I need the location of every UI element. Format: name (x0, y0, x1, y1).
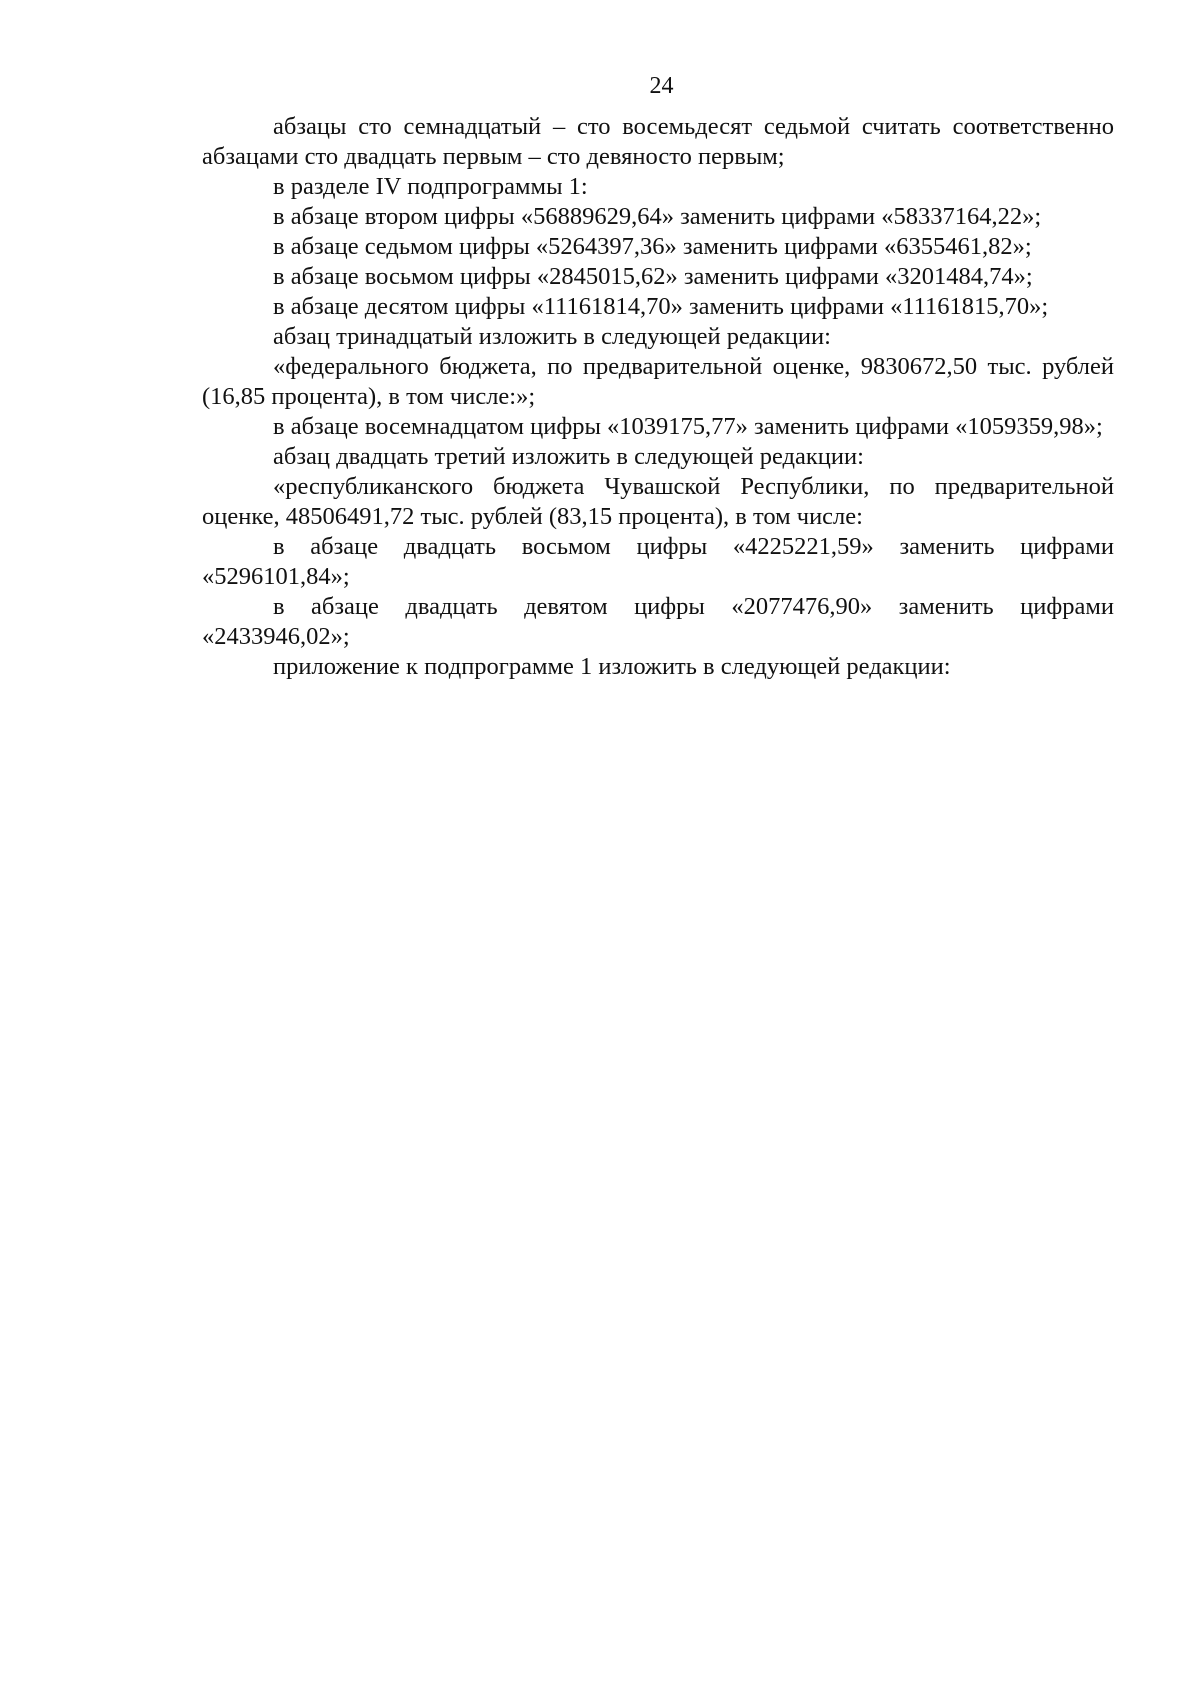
page-number: 24 (649, 73, 674, 99)
paragraph: абзац двадцать третий изложить в следующей редакции: (273, 443, 864, 470)
paragraph: в абзаце восемнадцатом цифры «1039175,77» заменить цифрами «1059359,98»; (273, 413, 1103, 440)
paragraph: в абзаце двадцать восьмом цифры «4225221,59» заменить цифрами «5296101,84»; (202, 533, 1114, 590)
paragraph: в абзаце втором цифры «56889629,64» заменить цифрами «58337164,22»; (273, 203, 1042, 230)
paragraph: в абзаце двадцать девятом цифры «2077476,90» заменить цифрами «2433946,02»; (202, 593, 1114, 650)
paragraph: приложение к подпрограмме 1 изложить в следующей редакции: (273, 653, 951, 680)
document-body (202, 112, 1114, 682)
paragraph: в абзаце седьмом цифры «5264397,36» заменить цифрами «6355461,82»; (273, 233, 1032, 260)
paragraph: «республиканского бюджета Чувашской Республики, по предварительной оценке, 48506491,72 тыс. рублей (83,15 процента), в том числе: (202, 473, 1114, 530)
paragraph: в абзаце восьмом цифры «2845015,62» заменить цифрами «3201484,74»; (273, 263, 1033, 290)
paragraph: «федерального бюджета, по предварительной оценке, 9830672,50 тыс. рублей (16,85 процента), в том числе:»; (202, 353, 1114, 410)
paragraph: абзац тринадцатый изложить в следующей редакции: (273, 323, 831, 350)
paragraph: в разделе IV подпрограммы 1: (273, 173, 588, 200)
paragraph: абзацы сто семнадцатый – сто восемьдесят седьмой считать соответственно абзацами сто двадцать первым – сто девяносто первым; (202, 113, 1114, 170)
paragraph: в абзаце десятом цифры «11161814,70» заменить цифрами «11161815,70»; (273, 293, 1049, 320)
